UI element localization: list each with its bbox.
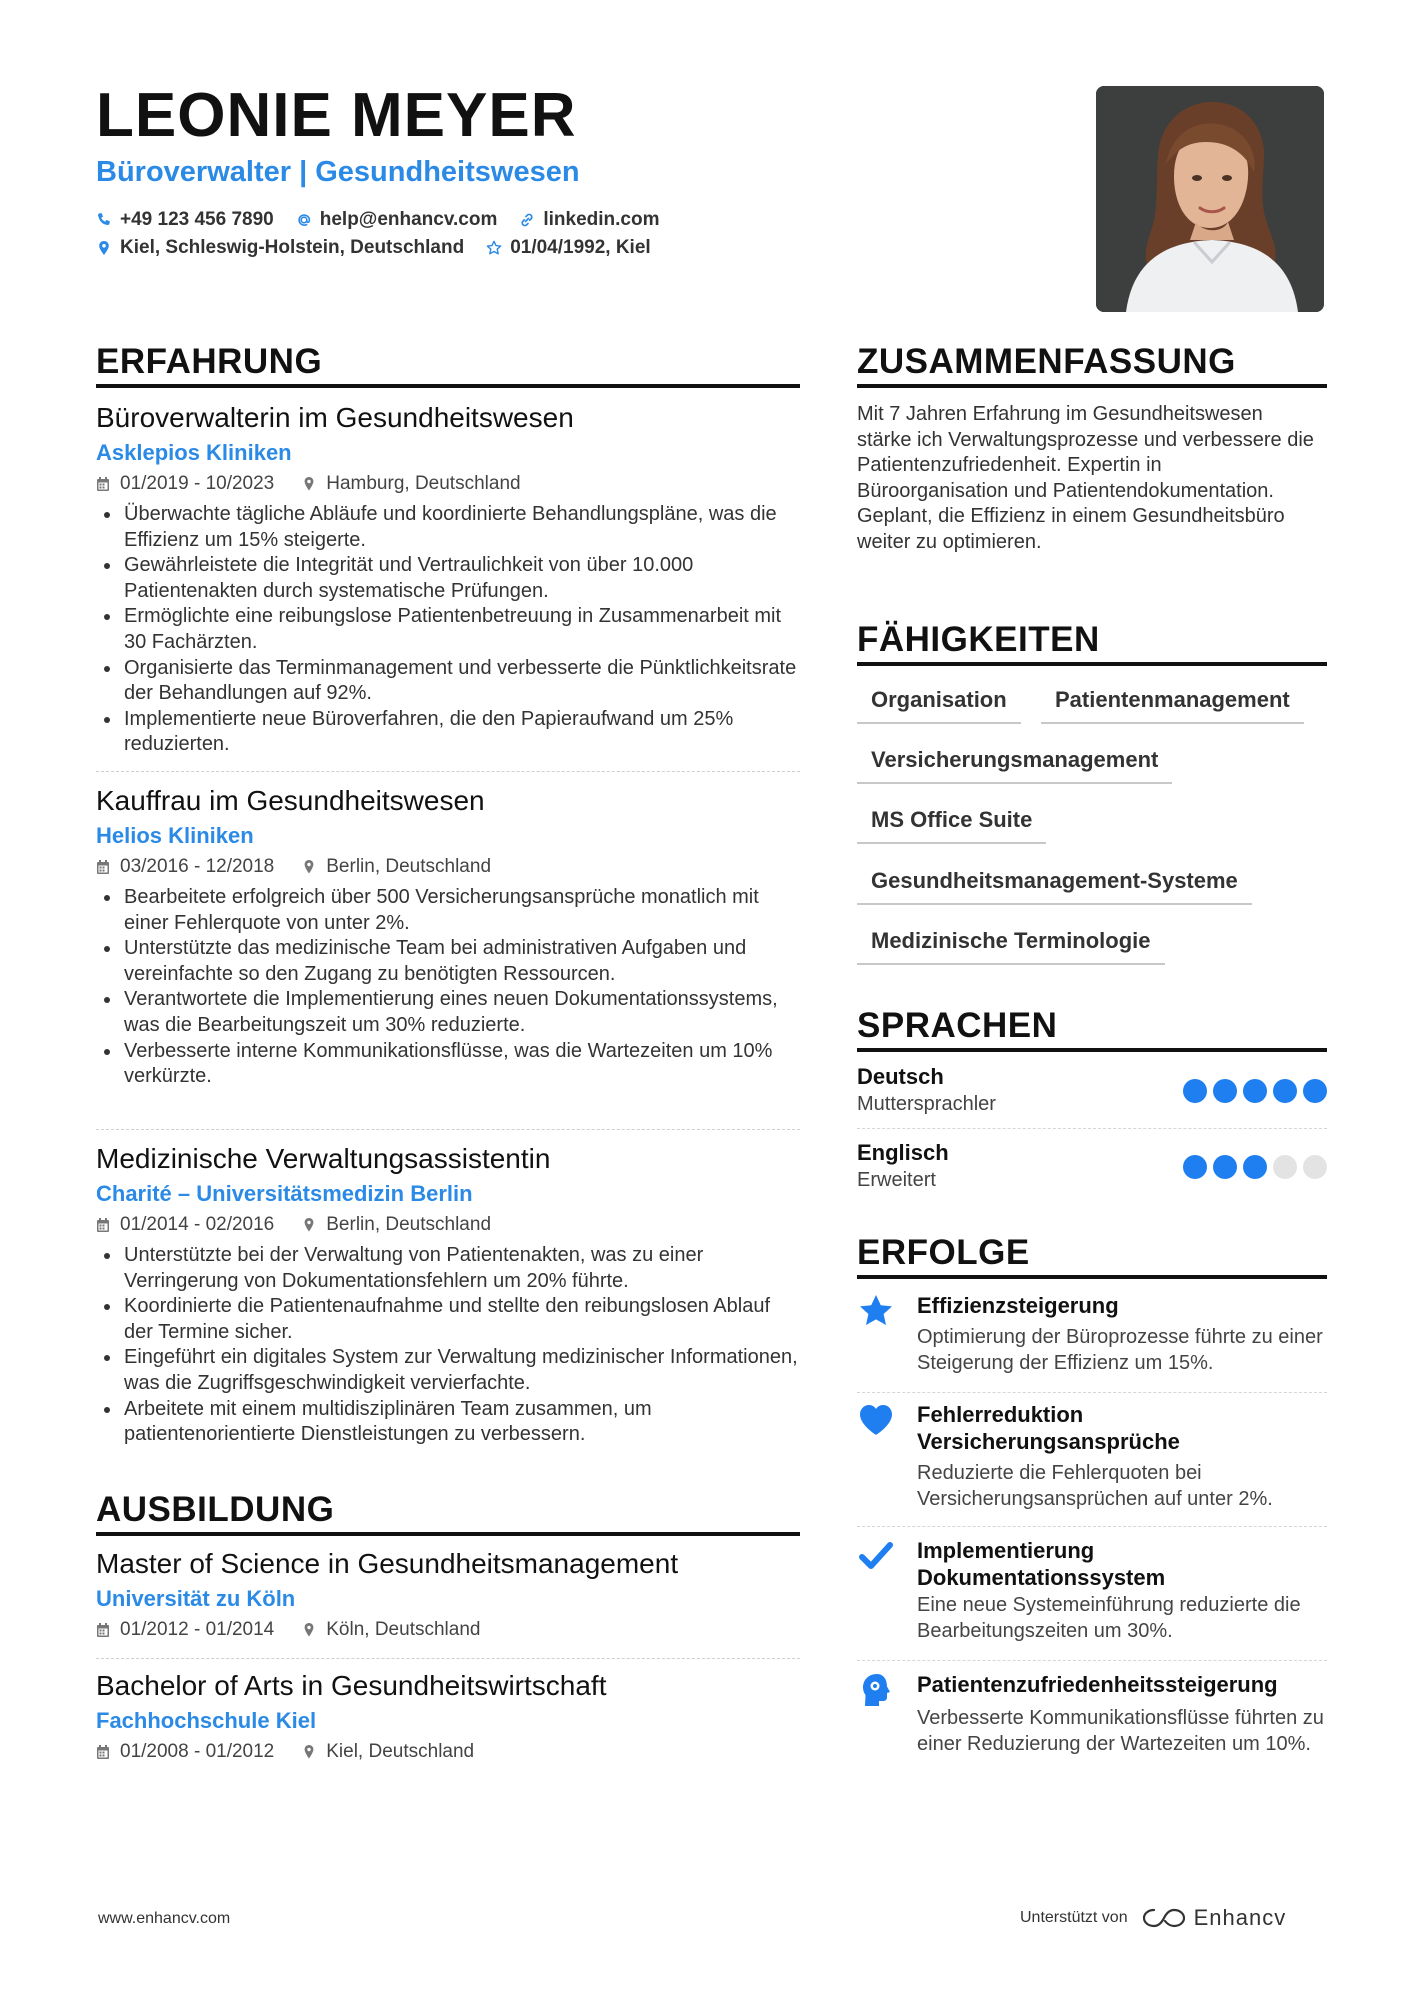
achievement-entry (857, 1401, 1327, 1512)
link-icon (519, 212, 535, 228)
achievement-title: Fehlerreduktion Versicherungsansprüche (917, 1402, 1180, 1454)
rating-dot-filled (1303, 1079, 1327, 1103)
education-entry (96, 1546, 800, 1644)
job-bullet: Unterstützte das medizinische Team bei administrativen Aufgaben und vereinfachte so den Zugang zu benötigten Ressourcen. (96, 936, 800, 987)
language-name: Deutsch (857, 1064, 944, 1089)
language-entry (857, 1139, 1327, 1193)
job-bullet: Arbeitete mit einem multidisziplinären Team zusammen, um patientenorientierte Dienstleistungen zu verbessern. (96, 1397, 800, 1448)
location-text: Kiel, Schleswig-Holstein, Deutschland (120, 237, 465, 258)
job-title: Büroverwalterin im Gesundheitswesen (96, 402, 574, 433)
job-bullet: Unterstützte bei der Verwaltung von Patientenakten, was zu einer Verringerung von Dokumentationsfehlern um 20% führte. (96, 1243, 800, 1294)
heart-icon (857, 1401, 897, 1441)
entry-divider (96, 1658, 800, 1659)
phone-text: +49 123 456 7890 (120, 209, 274, 230)
job-bullet: Koordinierte die Patientenaufnahme und stellte den reibungslosen Ablauf der Termine sicher. (96, 1294, 800, 1345)
candidate-title: Büroverwalter | Gesundheitswesen (96, 156, 580, 188)
rating-dot-empty (1303, 1155, 1327, 1179)
rating-dot-filled (1183, 1155, 1207, 1179)
rating-dot-filled (1213, 1079, 1237, 1103)
job-bullet: Gewährleistete die Integrität und Vertraulichkeit von über 10.000 Patientenakten durch systematische Prüfungen. (96, 553, 800, 604)
job-bullets (96, 885, 800, 1090)
job-bullet: Verbesserte interne Kommunikationsflüsse, was die Wartezeiten um 10% verkürzte. (96, 1039, 800, 1090)
skill-tag: Versicherungsmanagement (857, 740, 1172, 784)
rating-dot-filled (1213, 1155, 1237, 1179)
job-bullet: Überwachte tägliche Abläufe und koordinierte Behandlungspläne, was die Effizienz um 15% steigerte. (96, 502, 800, 553)
rating-dot-empty (1273, 1155, 1297, 1179)
education-location: Kiel, Deutschland (326, 1741, 475, 1762)
rating-dot-filled (1183, 1079, 1207, 1103)
achievement-desc: Reduzierte die Fehlerquoten bei Versicherungsansprüchen auf unter 2%. (917, 1462, 1273, 1510)
education-entry (96, 1668, 800, 1766)
calendar-icon (96, 1744, 110, 1760)
job-bullets (96, 502, 800, 758)
job-location: Berlin, Deutschland (326, 1214, 492, 1235)
degree-title: Master of Science in Gesundheitsmanagement (96, 1548, 679, 1579)
location-pin-icon (96, 240, 112, 256)
achievement-divider (857, 1660, 1327, 1661)
job-bullet: Verantwortete die Implementierung eines neuen Dokumentationssystems, was die Bearbeitungszeit um 30% reduzierte. (96, 987, 800, 1038)
achievement-entry (857, 1292, 1327, 1376)
calendar-icon (96, 859, 110, 875)
language-level: Muttersprachler (857, 1093, 996, 1115)
achievement-desc: Verbesserte Kommunikationsflüsse führten zu einer Reduzierung der Wartezeiten um 10%. (917, 1707, 1324, 1755)
skill-tag: Gesundheitsmanagement-Systeme (857, 861, 1252, 905)
languages-heading: SPRACHEN (857, 1006, 1058, 1045)
job-location: Berlin, Deutschland (326, 856, 492, 877)
achievement-title: Implementierung Dokumentationssystem (917, 1538, 1166, 1590)
job-company[interactable]: Helios Kliniken (96, 823, 254, 848)
language-divider (857, 1128, 1327, 1129)
education-divider (96, 1532, 800, 1536)
job-bullet: Ermöglichte eine reibungslose Patientenbetreuung in Zusammenarbeit mit 30 Fachärzten. (96, 604, 800, 655)
enhancv-logo-icon (1140, 1905, 1188, 1931)
check-icon (857, 1537, 897, 1577)
education-meta (96, 1616, 800, 1644)
education-heading: AUSBILDUNG (96, 1490, 335, 1529)
job-bullet: Bearbeitete erfolgreich über 500 Versicherungsansprüche monatlich mit einer Fehlerquote von unter 2%. (96, 885, 800, 936)
linkedin-text: linkedin.com (543, 209, 660, 230)
achievement-divider (857, 1526, 1327, 1527)
job-bullet: Implementierte neue Büroverfahren, die den Papieraufwand um 25% reduzierten. (96, 707, 800, 758)
skills-heading: FÄHIGKEITEN (857, 620, 1100, 659)
language-rating (1177, 1079, 1327, 1103)
language-entry (857, 1063, 1327, 1117)
job-dates: 01/2019 - 10/2023 (120, 473, 275, 494)
skill-tag: Organisation (857, 680, 1021, 724)
phone-icon (96, 212, 112, 228)
job-meta (96, 853, 800, 881)
rating-dot-filled (1243, 1155, 1267, 1179)
rating-dot-filled (1273, 1079, 1297, 1103)
job-dates: 03/2016 - 12/2018 (120, 856, 275, 877)
footer-brand-text: Enhancv (1193, 1905, 1287, 1930)
job-company[interactable]: Asklepios Kliniken (96, 440, 292, 465)
achievement-desc: Eine neue Systemeinführung reduzierte die Bearbeitungszeiten um 30%. (917, 1594, 1301, 1642)
skill-tag: Medizinische Terminologie (857, 921, 1165, 965)
language-name: Englisch (857, 1140, 949, 1165)
skill-tag: Patientenmanagement (1041, 680, 1304, 724)
summary-text: Mit 7 Jahren Erfahrung im Gesundheitswesen stärke ich Verwaltungsprozesse und verbessere die Patientenzufriedenheit. Expertin in Büroorganisation und Patientendokumentation. Geplant, die Effizienz in einem Gesundheitsbüro weiter zu optimieren. (857, 403, 1314, 553)
summary-divider (857, 384, 1327, 388)
job-dates: 01/2014 - 02/2016 (120, 1214, 275, 1235)
location-pin-icon (302, 476, 316, 492)
contact-info (96, 206, 682, 262)
languages-divider (857, 1048, 1327, 1052)
experience-entry (96, 1141, 800, 1448)
skills-divider (857, 662, 1327, 666)
phone-contact[interactable] (96, 209, 274, 231)
entry-divider (96, 1129, 800, 1130)
education-meta (96, 1738, 800, 1766)
job-title: Medizinische Verwaltungsassistentin (96, 1143, 551, 1174)
achievement-divider (857, 1392, 1327, 1393)
degree-title: Bachelor of Arts in Gesundheitswirtschaft (96, 1670, 607, 1701)
star-outline-icon (486, 240, 502, 256)
achievements-divider (857, 1275, 1327, 1279)
footer-powered-text: Unterstützt von (1020, 1909, 1128, 1926)
job-bullet: Organisierte das Terminmanagement und verbesserte die Pünktlichkeitsrate der Behandlungen auf 92%. (96, 656, 800, 707)
footer-website[interactable]: www.enhancv.com (98, 1910, 231, 1927)
job-location: Hamburg, Deutschland (326, 473, 521, 494)
candidate-name: LEONIE MEYER (96, 81, 577, 150)
job-company[interactable]: Charité – Universitätsmedizin Berlin (96, 1181, 473, 1206)
education-location: Köln, Deutschland (326, 1619, 481, 1640)
achievement-desc: Optimierung der Büroprozesse führte zu einer Steigerung der Effizienz um 15%. (917, 1326, 1323, 1374)
job-meta (96, 470, 800, 498)
achievement-title: Patientenzufriedenheitssteigerung (917, 1672, 1278, 1697)
job-bullet: Eingeführt ein digitales System zur Verwaltung medizinischer Informationen, was die Zugriffsgeschwindigkeit vervierfachte. (96, 1345, 800, 1396)
summary-heading: ZUSAMMENFASSUNG (857, 342, 1236, 381)
calendar-icon (96, 1217, 110, 1233)
skill-tag: MS Office Suite (857, 800, 1046, 844)
school-name[interactable]: Universität zu Köln (96, 1586, 296, 1611)
school-name[interactable]: Fachhochschule Kiel (96, 1708, 317, 1733)
job-title: Kauffrau im Gesundheitswesen (96, 785, 485, 816)
footer-branding (1020, 1905, 1286, 1931)
location-pin-icon (302, 1744, 316, 1760)
achievement-entry (857, 1537, 1327, 1644)
achievement-entry (857, 1671, 1327, 1757)
job-bullets (96, 1243, 800, 1448)
experience-entry (96, 400, 800, 758)
education-dates: 01/2012 - 01/2014 (120, 1619, 275, 1640)
location-pin-icon (302, 859, 316, 875)
experience-entry (96, 783, 800, 1090)
language-rating (1177, 1155, 1327, 1179)
at-icon (296, 212, 312, 228)
location-pin-icon (302, 1217, 316, 1233)
calendar-icon (96, 476, 110, 492)
birth-text: 01/04/1992, Kiel (510, 237, 651, 258)
star-icon (857, 1292, 897, 1332)
location-pin-icon (302, 1622, 316, 1638)
calendar-icon (96, 1622, 110, 1638)
email-contact[interactable] (296, 209, 498, 231)
head-icon (857, 1671, 897, 1711)
rating-dot-filled (1243, 1079, 1267, 1103)
experience-heading: ERFAHRUNG (96, 342, 323, 381)
location-contact (96, 237, 464, 259)
email-text: help@enhancv.com (319, 209, 498, 230)
profile-photo (1096, 86, 1324, 312)
language-level: Erweitert (857, 1169, 936, 1191)
birth-contact (486, 237, 651, 259)
entry-divider (96, 771, 800, 772)
job-meta (96, 1211, 800, 1239)
education-dates: 01/2008 - 01/2012 (120, 1741, 275, 1762)
achievement-title: Effizienzsteigerung (917, 1293, 1119, 1318)
linkedin-contact[interactable] (519, 209, 659, 231)
experience-divider (96, 384, 800, 388)
achievements-heading: ERFOLGE (857, 1233, 1030, 1272)
